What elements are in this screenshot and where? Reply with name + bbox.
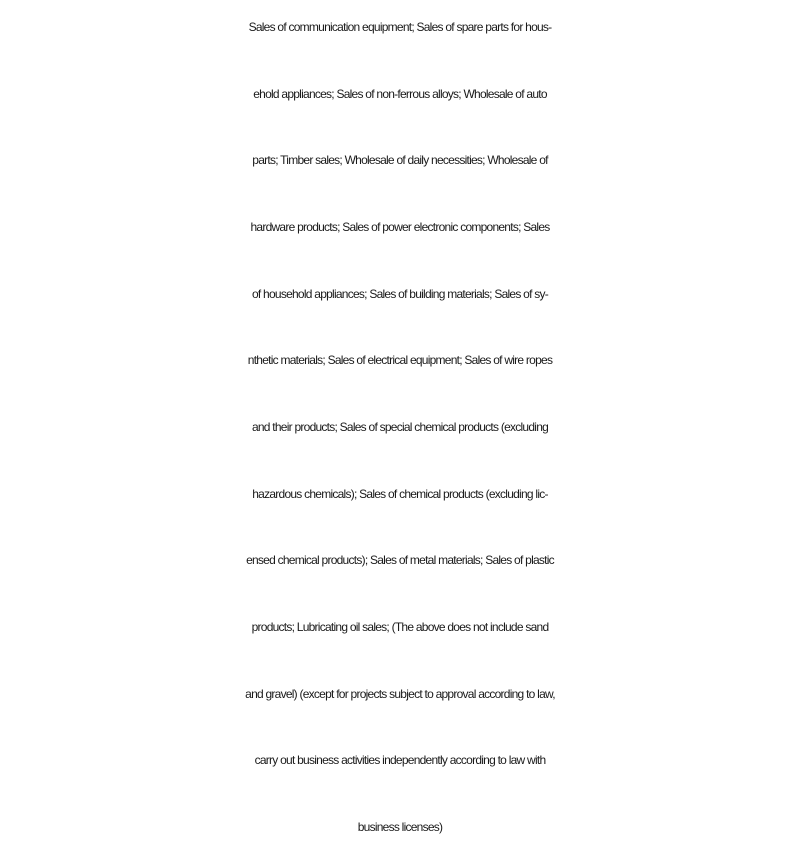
text-line: hardware products; Sales of power electronic components; Sales [250, 220, 550, 234]
text-line: products; Lubricating oil sales; (The above does not include sand [251, 620, 549, 634]
text-line: parts; Timber sales; Wholesale of daily necessities; Wholesale of [252, 153, 548, 167]
text-line: and gravel) (except for projects subject to approval according to law, [245, 687, 555, 701]
text-line: and their products; Sales of special chemical products (excluding [251, 420, 549, 434]
text-line: ehold appliances; Sales of non-ferrous alloys; Wholesale of auto [253, 87, 547, 101]
text-line: ensed chemical products); Sales of metal materials; Sales of plastic [246, 553, 554, 567]
text-line: carry out business activities independently according to law with [254, 753, 546, 767]
text-line: business licenses) [357, 820, 443, 834]
text-line: Sales of communication equipment; Sales of spare parts for hous- [248, 20, 552, 34]
text-line: of household appliances; Sales of building materials; Sales of sy- [251, 287, 549, 301]
text-line: nthetic materials; Sales of electrical equipment; Sales of wire ropes [247, 353, 553, 367]
text-line: hazardous chemicals); Sales of chemical products (excluding lic- [252, 487, 548, 501]
